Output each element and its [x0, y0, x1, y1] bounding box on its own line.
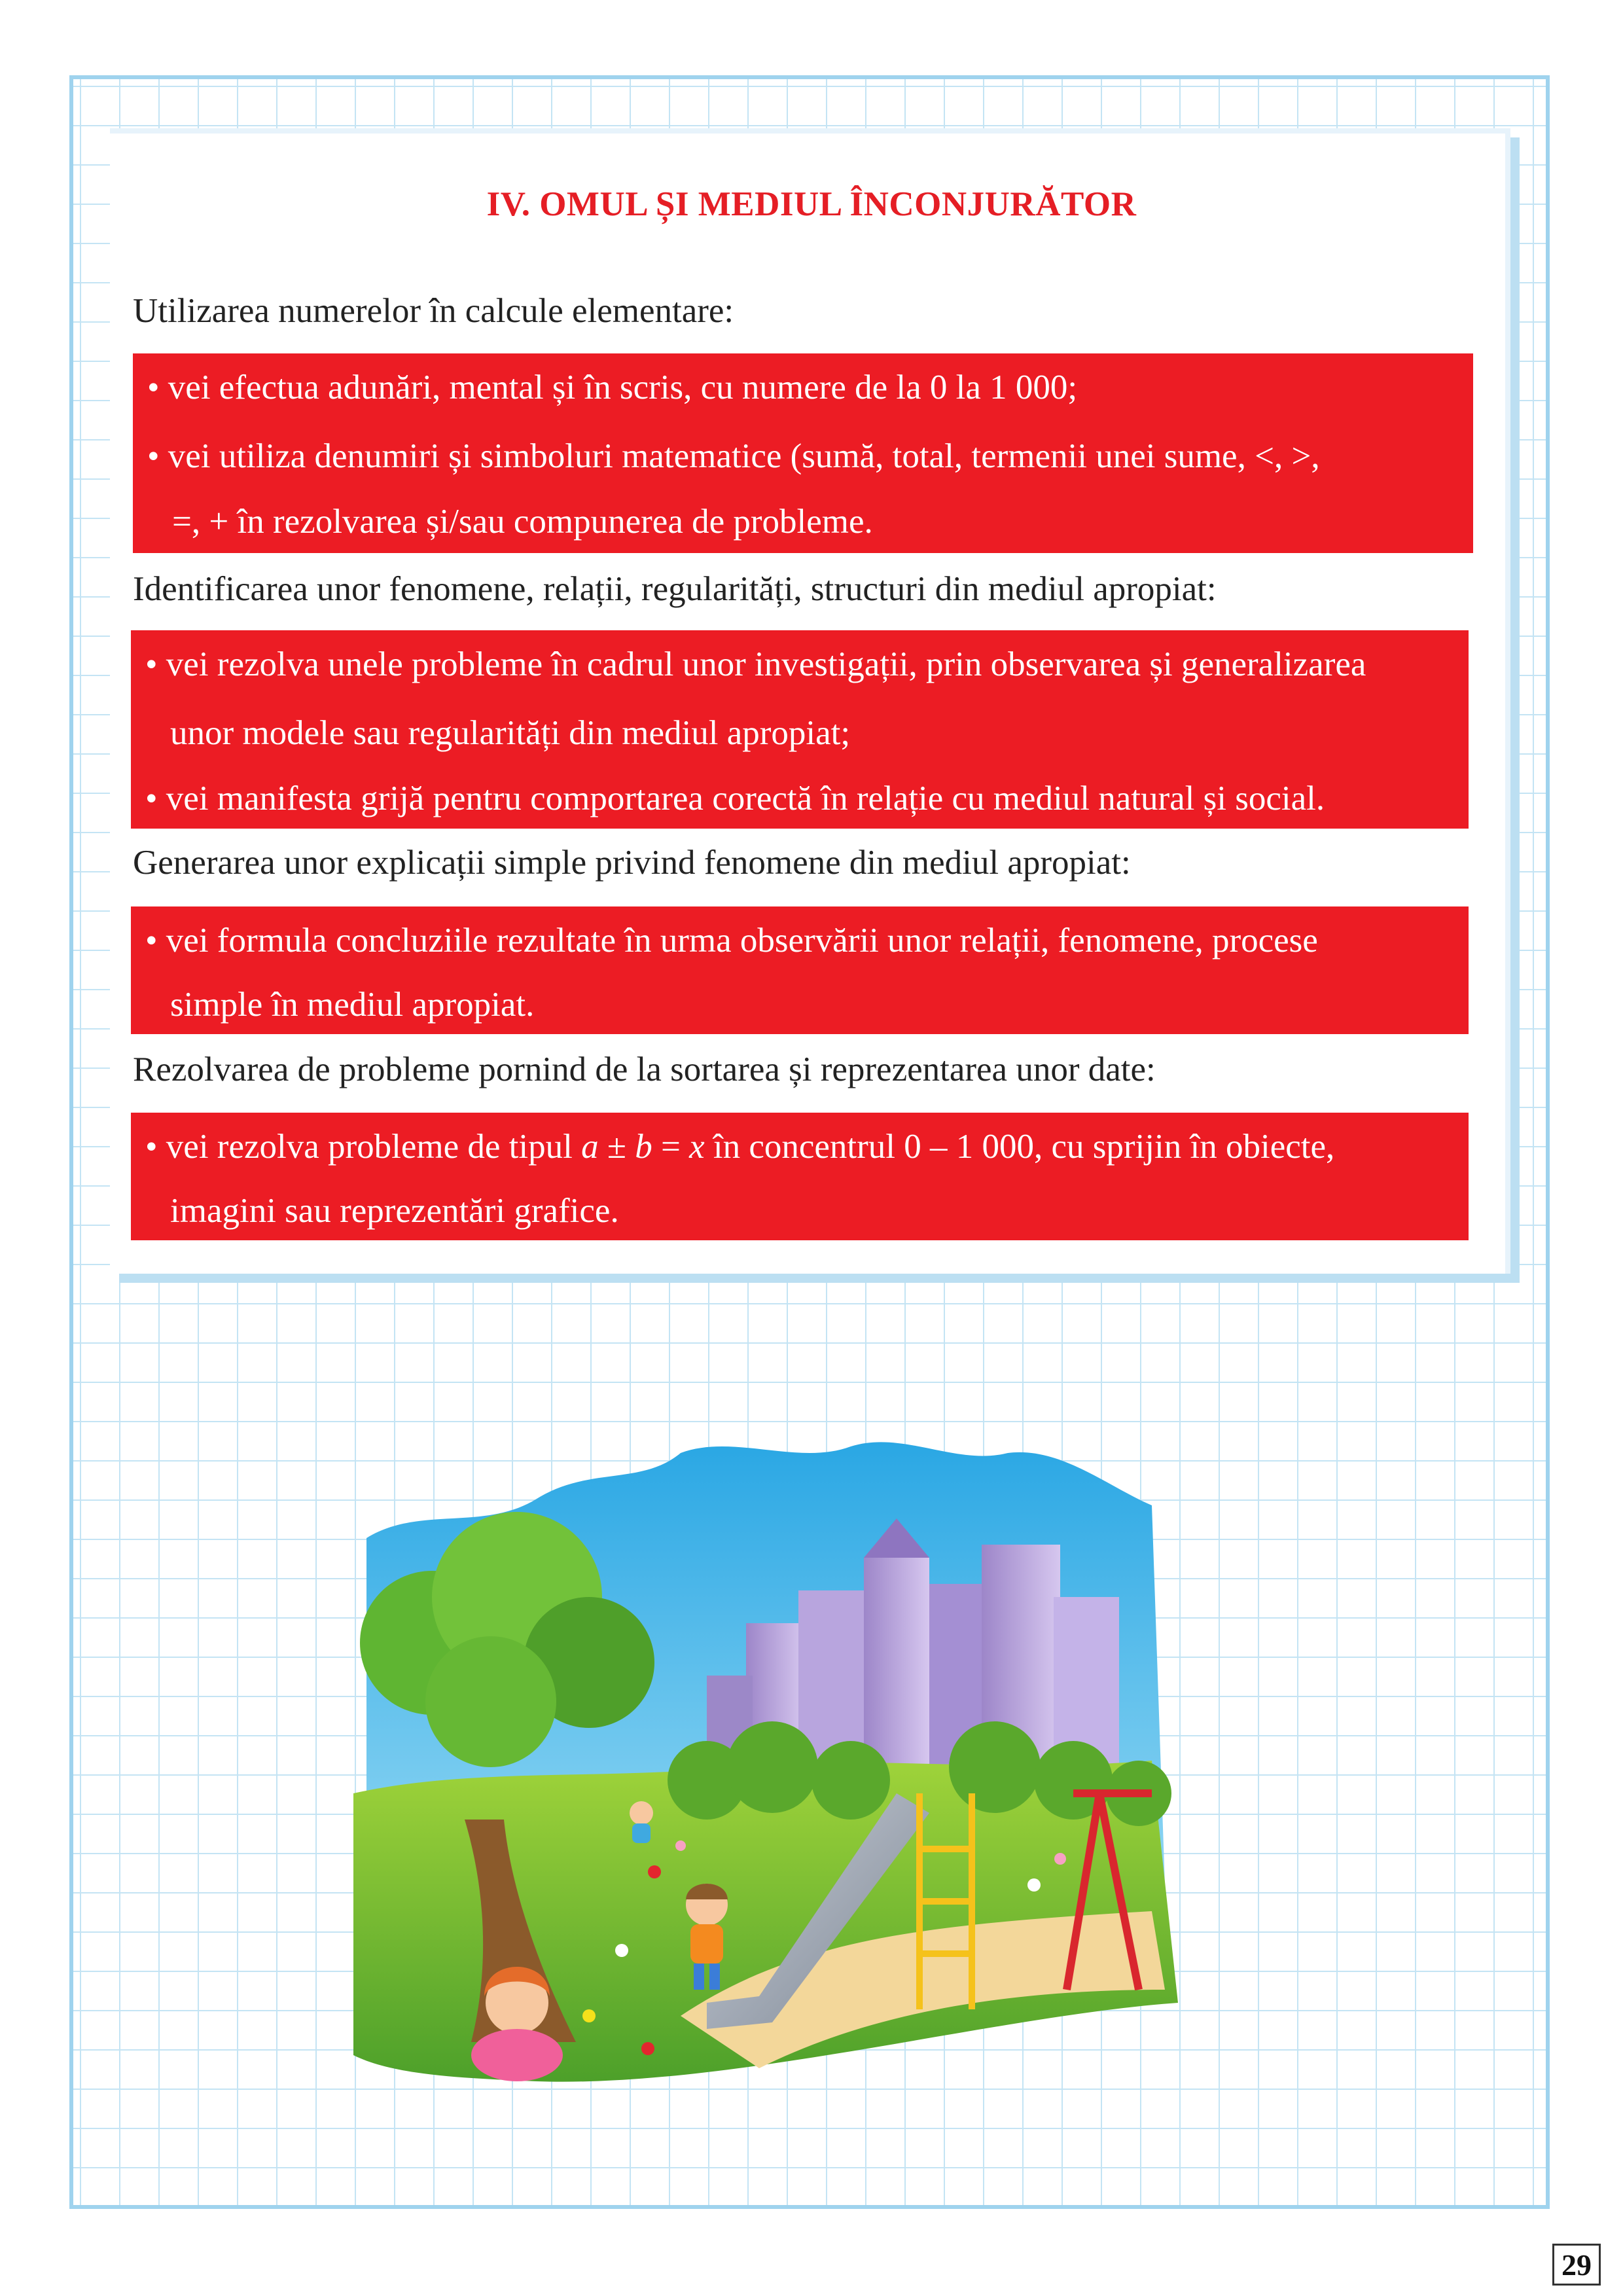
- objectives-box-1: [133, 353, 1473, 553]
- objectives-box-3: [131, 906, 1469, 1034]
- objective-line: • vei rezolva probleme de tipul a ± b = x în concentrul 0 – 1 000, cu sprijin în obiecte,: [145, 1128, 1335, 1166]
- section-heading-1: Utilizarea numerelor în calcule elementare:: [133, 292, 734, 330]
- objectives-box-4: [131, 1113, 1469, 1240]
- page-title: IV. OMUL ȘI MEDIUL ÎNCONJURĂTOR: [486, 185, 1137, 223]
- objective-line: imagini sau reprezentări grafice.: [170, 1192, 619, 1230]
- objective-line: • vei manifesta grijă pentru comportarea corectă în relație cu mediul natural și social.: [145, 780, 1325, 817]
- objectives-box-2: [131, 630, 1469, 829]
- objective-line: • vei formula concluziile rezultate în urma observării unor relații, fenomene, procese: [145, 922, 1318, 960]
- section-heading-3: Generarea unor explicații simple privind fenomene din mediul apropiat:: [133, 844, 1131, 882]
- objective-line: • vei utiliza denumiri și simboluri matematice (sumă, total, termenii unei sume, <, >,: [147, 437, 1320, 475]
- section-heading-4: Rezolvarea de probleme pornind de la sortarea și reprezentarea unor date:: [133, 1050, 1156, 1088]
- page-number: 29: [1552, 2244, 1601, 2286]
- park-illustration: [340, 1427, 1191, 2101]
- objective-line: simple în mediul apropiat.: [170, 986, 535, 1024]
- objective-line: • vei rezolva unele probleme în cadrul unor investigații, prin observarea și generalizarea: [145, 645, 1366, 683]
- objective-line: =, + în rezolvarea și/sau compunerea de probleme.: [172, 503, 873, 541]
- objective-line: unor modele sau regularități din mediul apropiat;: [170, 714, 851, 752]
- section-heading-2: Identificarea unor fenomene, relații, regularități, structuri din mediul apropiat:: [133, 570, 1217, 608]
- objective-line: • vei efectua adunări, mental și în scris, cu numere de la 0 la 1 000;: [147, 368, 1078, 406]
